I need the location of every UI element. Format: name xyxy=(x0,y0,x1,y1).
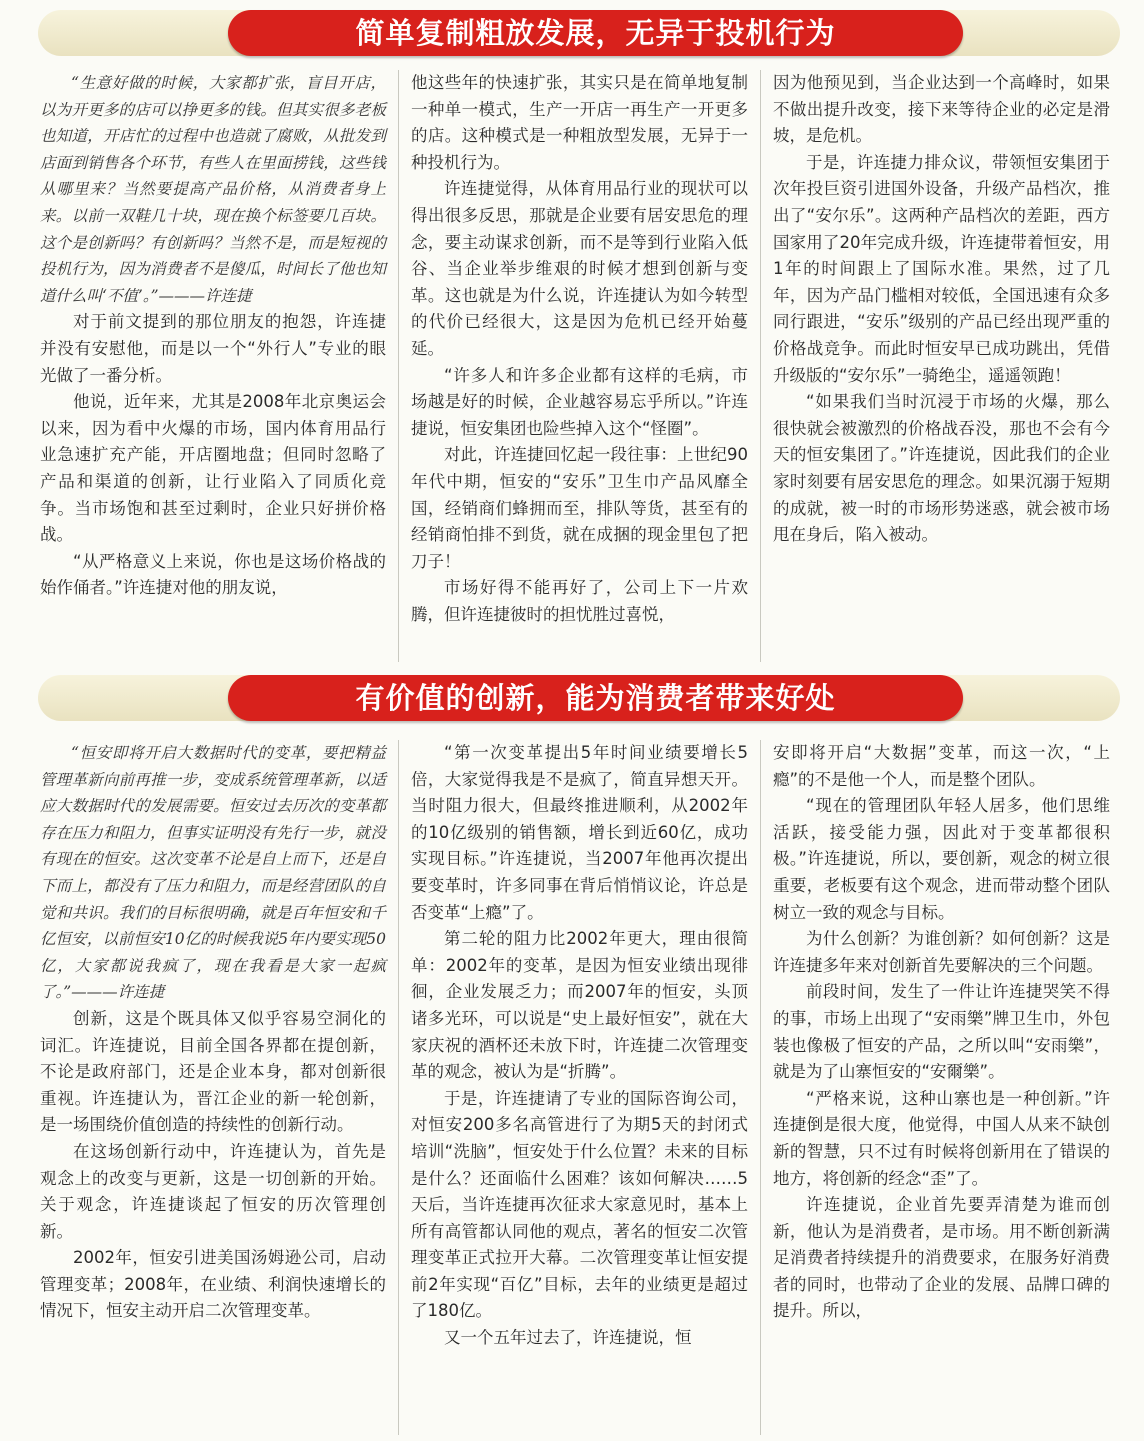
paragraph: “严格来说，这种山寨也是一种创新。”许连捷倒是很大度，他觉得，中国人从来不缺创新的智慧，只不过有时候将创新用在了错误的地方，将创新的经念“歪”了。 xyxy=(773,1088,1110,1188)
section2-body xyxy=(36,740,1122,1435)
paragraph: 在这场创新行动中，许连捷认为，首先是观念上的改变与更新，这是一切创新的开始。关于观念，许连捷谈起了恒安的历次管理创新。 xyxy=(40,1141,386,1241)
section2-header-bar xyxy=(38,675,1120,721)
paragraph: 他说，近年来，尤其是2008年北京奥运会以来，因为看中火爆的市场，国内体育用品行业急速扩充产能，开店圈地盘；但同时忽略了产品和渠道的创新，让行业陷入了同质化竞争。当市场饱和甚至过剩时，企业只好拼价格战。 xyxy=(40,392,386,545)
paragraph: “现在的管理团队年轻人居多，他们思维活跃，接受能力强，因此对于变革都很积极。”许连捷说，所以，要创新，观念的树立很重要，老板要有这个观念，进而带动整个团队树立一致的观念与目标。 xyxy=(773,796,1110,922)
paragraph: 对此，许连捷回忆起一段往事：上世纪90年代中期，恒安的“安乐”卫生巾产品风靡全国，经销商们蜂拥而至，排队等货，甚至有的经销商怕排不到货，就在成捆的现金里包了把刀子！ xyxy=(411,445,748,571)
section1-body xyxy=(36,70,1122,662)
section2-column-1 xyxy=(36,740,398,1435)
section2-column-3 xyxy=(760,740,1122,1435)
paragraph: 为什么创新？为谁创新？如何创新？这是许连捷多年来对创新首先要解决的三个问题。 xyxy=(773,929,1110,975)
paragraph: 因为他预见到，当企业达到一个高峰时，如果不做出提升改变，接下来等待企业的必定是滑坡，是危机。 xyxy=(773,73,1110,146)
section2-column-2 xyxy=(398,740,760,1435)
section2-title: 有价值的创新，能为消费者带来好处 xyxy=(228,675,963,721)
paragraph: “从严格意义上来说，你也是这场价格战的始作俑者。”许连捷对他的朋友说， xyxy=(40,551,386,598)
paragraph: “生意好做的时候，大家都扩张，盲目开店，以为开更多的店可以挣更多的钱。但其实很多老板也知道，开店忙的过程中也造就了腐败，从批发到店面到销售各个环节，有些人在里面捞钱，这些钱从哪里来？当然要提高产品价格，从消费者身上来。以前一双鞋几十块，现在换个标签要几百块。这个是创新吗？有创新吗？当然不是，而是短视的投机行为，因为消费者不是傻瓜，时间长了他也知道什么叫‘不值’。”———许连捷 xyxy=(40,74,386,305)
paragraph: 创新，这是个既具体又似乎容易空洞化的词汇。许连捷说，目前全国各界都在提创新，不论是政府部门，还是企业本身，都对创新很重视。许连捷认为，晋江企业的新一轮创新，是一场围绕价值创造的持续性的创新行动。 xyxy=(40,1008,386,1135)
paragraph: 许连捷说，企业首先要弄清楚为谁而创新，他认为是消费者，是市场。用不断创新满足消费者持续提升的消费要求，在服务好消费者的同时，也带动了企业的发展、品牌口碑的提升。所以， xyxy=(773,1195,1110,1321)
paragraph: 于是，许连捷力排众议，带领恒安集团于次年投巨资引进国外设备，升级产品档次，推出了“安尔乐”。这两种产品档次的差距，西方国家用了20年完成升级，许连捷带着恒安，用1年的时间跟上了国际水准。果然，过了几年，因为产品门槛相对较低，全国迅速有众多同行跟进，“安乐”级别的产品已经出现严重的价格战竞争。而此时恒安早已成功跳出，凭借升级版的“安尔乐”一骑绝尘，遥遥领跑！ xyxy=(773,152,1110,385)
section1-column-3 xyxy=(760,70,1122,662)
paragraph: 市场好得不能再好了，公司上下一片欢腾，但许连捷彼时的担忧胜过喜悦， xyxy=(411,578,748,624)
paragraph: 他这些年的快速扩张，其实只是在简单地复制一种单一模式，生产一开店一再生产一开更多的店。这种模式是一种粗放型发展，无异于一种投机行为。 xyxy=(411,73,748,172)
section1-header-bar xyxy=(38,10,1120,56)
paragraph: 第二轮的阻力比2002年更大，理由很简单：2002年的变革，是因为恒安业绩出现徘徊，企业发展乏力；而2007年的恒安，头顶诸多光环，可以说是“史上最好恒安”，就在大家庆祝的酒杯还未放下时，许连捷二次管理变革的观念，被认为是“折腾”。 xyxy=(411,929,748,1082)
paragraph: “如果我们当时沉浸于市场的火爆，那么很快就会被激烈的价格战吞没，那也不会有今天的恒安集团了。”许连捷说，因此我们的企业家时刻要有居安思危的理念。如果沉溺于短期的成就，被一时的市场形势迷惑，就会被市场甩在身后，陷入被动。 xyxy=(773,392,1110,545)
section1-column-2 xyxy=(398,70,760,662)
paragraph: “许多人和许多企业都有这样的毛病，市场越是好的时候，企业越容易忘乎所以。”许连捷说，恒安集团也险些掉入这个“怪圈”。 xyxy=(411,365,748,438)
paragraph: “恒安即将开启大数据时代的变革，要把精益管理革新向前再推一步，变成系统管理革新，以适应大数据时代的发展需要。恒安过去历次的变革都存在压力和阻力，但事实证明没有先行一步，就没有现在的恒安。这次变革不论是自上而下，还是自下而上，都没有了压力和阻力，而是经营团队的自觉和共识。我们的目标很明确，就是百年恒安和千亿恒安，以前恒安10亿的时候我说5年内要实现50亿，大家都说我疯了，现在我看是大家一起疯了。”———许连捷 xyxy=(40,744,386,1002)
paragraph: 2002年，恒安引进美国汤姆逊公司，启动管理变革；2008年，在业绩、利润快速增长的情况下，恒安主动开启二次管理变革。 xyxy=(40,1248,386,1321)
paragraph: 前段时间，发生了一件让许连捷哭笑不得的事，市场上出现了“安雨樂”牌卫生巾，外包装也像极了恒安的产品，之所以叫“安雨樂”，就是为了山寨恒安的“安爾樂”。 xyxy=(773,982,1110,1082)
paragraph: 又一个五年过去了，许连捷说，恒 xyxy=(444,1328,692,1348)
paragraph: 许连捷觉得，从体育用品行业的现状可以得出很多反思，那就是企业要有居安思危的理念，要主动谋求创新，而不是等到行业陷入低谷、当企业举步维艰的时候才想到创新与变革。这也就是为什么说，许连捷认为如今转型的代价已经很大，这是因为危机已经开始蔓延。 xyxy=(411,179,748,358)
paragraph: “第一次变革提出5年时间业绩要增长5倍，大家觉得我是不是疯了，简直异想天开。当时阻力很大，但最终推进顺利，从2002年的10亿级别的销售额，增长到近60亿，成功实现目标。”许连捷说，当2007年他再次提出要变革时，许多同事在背后悄悄议论，许总是否变革“上瘾”了。 xyxy=(411,743,748,922)
section1-title: 简单复制粗放发展，无异于投机行为 xyxy=(228,10,963,56)
paragraph: 对于前文提到的那位朋友的抱怨，许连捷并没有安慰他，而是以一个“外行人”专业的眼光做了一番分析。 xyxy=(40,312,386,385)
section1-column-1 xyxy=(36,70,398,662)
paragraph: 安即将开启“大数据”变革，而这一次，“上瘾”的不是他一个人，而是整个团队。 xyxy=(773,743,1110,789)
paragraph: 于是，许连捷请了专业的国际咨询公司，对恒安200多名高管进行了为期5天的封闭式培训“洗脑”，恒安处于什么位置？未来的目标是什么？还面临什么困难？该如何解决……5天后，当许连捷再次征求大家意见时，基本上所有高管都认同他的观点，著名的恒安二次管理变革正式拉开大幕。二次管理变革让恒安提前2年实现“百亿”目标，去年的业绩更是超过了180亿。 xyxy=(411,1088,748,1321)
